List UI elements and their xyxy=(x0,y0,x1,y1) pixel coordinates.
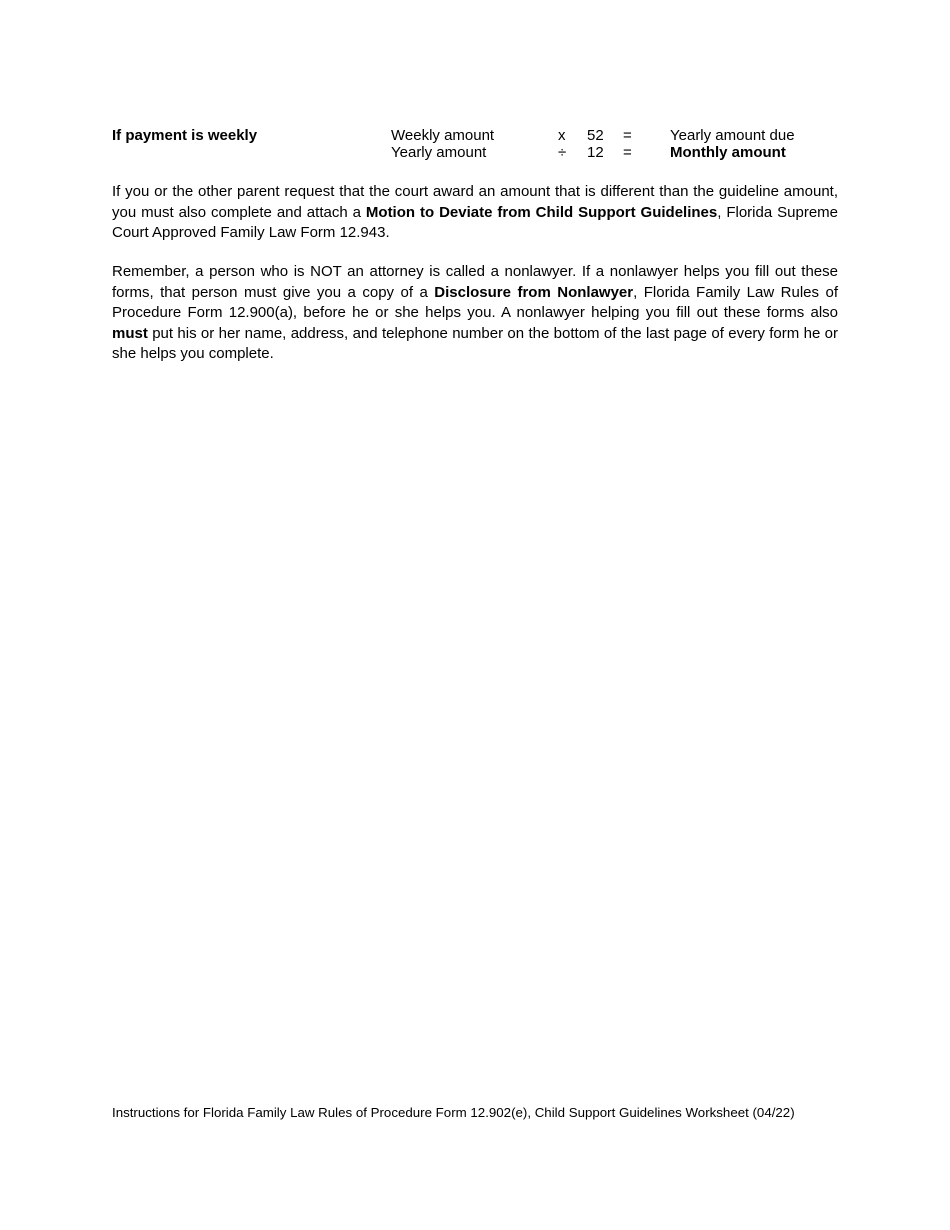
calc-equals: = xyxy=(623,144,632,161)
calc-row-weekly xyxy=(112,127,838,144)
calc-number: 12 xyxy=(587,144,604,161)
calc-label: If payment is weekly xyxy=(112,127,258,144)
deviation-paragraph xyxy=(112,182,838,244)
nonlawyer-paragraph xyxy=(112,262,838,365)
calc-input: Yearly amount xyxy=(391,144,487,161)
calc-equals: = xyxy=(623,127,632,144)
form-title-motion-to-deviate: Motion to Deviate from Child Support Guidelines xyxy=(365,203,718,221)
form-title-disclosure: Disclosure from Nonlawyer xyxy=(434,283,634,301)
calc-number: 52 xyxy=(587,127,604,144)
calc-input: Weekly amount xyxy=(391,127,495,144)
page-footer: Instructions for Florida Family Law Rules of Procedure Form 12.902(e), Child Support Guidelines Worksheet (04/22) xyxy=(112,1105,795,1120)
calc-row-yearly xyxy=(112,144,838,161)
paragraph-text: put his or her name, address, and telephone number on the bottom of the last page of every form he or she helps you complete. xyxy=(112,324,838,362)
paragraph-text: Remember, a person who is NOT an attorney is called a nonlawyer. If a nonlawyer helps you fill out these forms, that person must give you a copy of a xyxy=(112,263,838,301)
weekly-payment-calculation xyxy=(112,127,838,161)
paragraph-text: , Florida Family Law Rules of Procedure Form 12.900(a), before he or she helps you. A nonlawyer helping you fill out these forms also xyxy=(112,283,838,321)
paragraph-text: , Florida Supreme Court Approved Family Law Form 12.943. xyxy=(112,203,839,241)
calc-operator: x xyxy=(558,127,566,144)
calc-operator: ÷ xyxy=(558,144,567,161)
paragraph-text: If you or the other parent request that the court award an amount that is different than the guideline amount, you must also complete and attach a xyxy=(112,183,838,221)
calc-result: Yearly amount due xyxy=(670,127,795,144)
calc-result: Monthly amount xyxy=(670,144,786,161)
emphasis-must: must xyxy=(112,324,148,342)
